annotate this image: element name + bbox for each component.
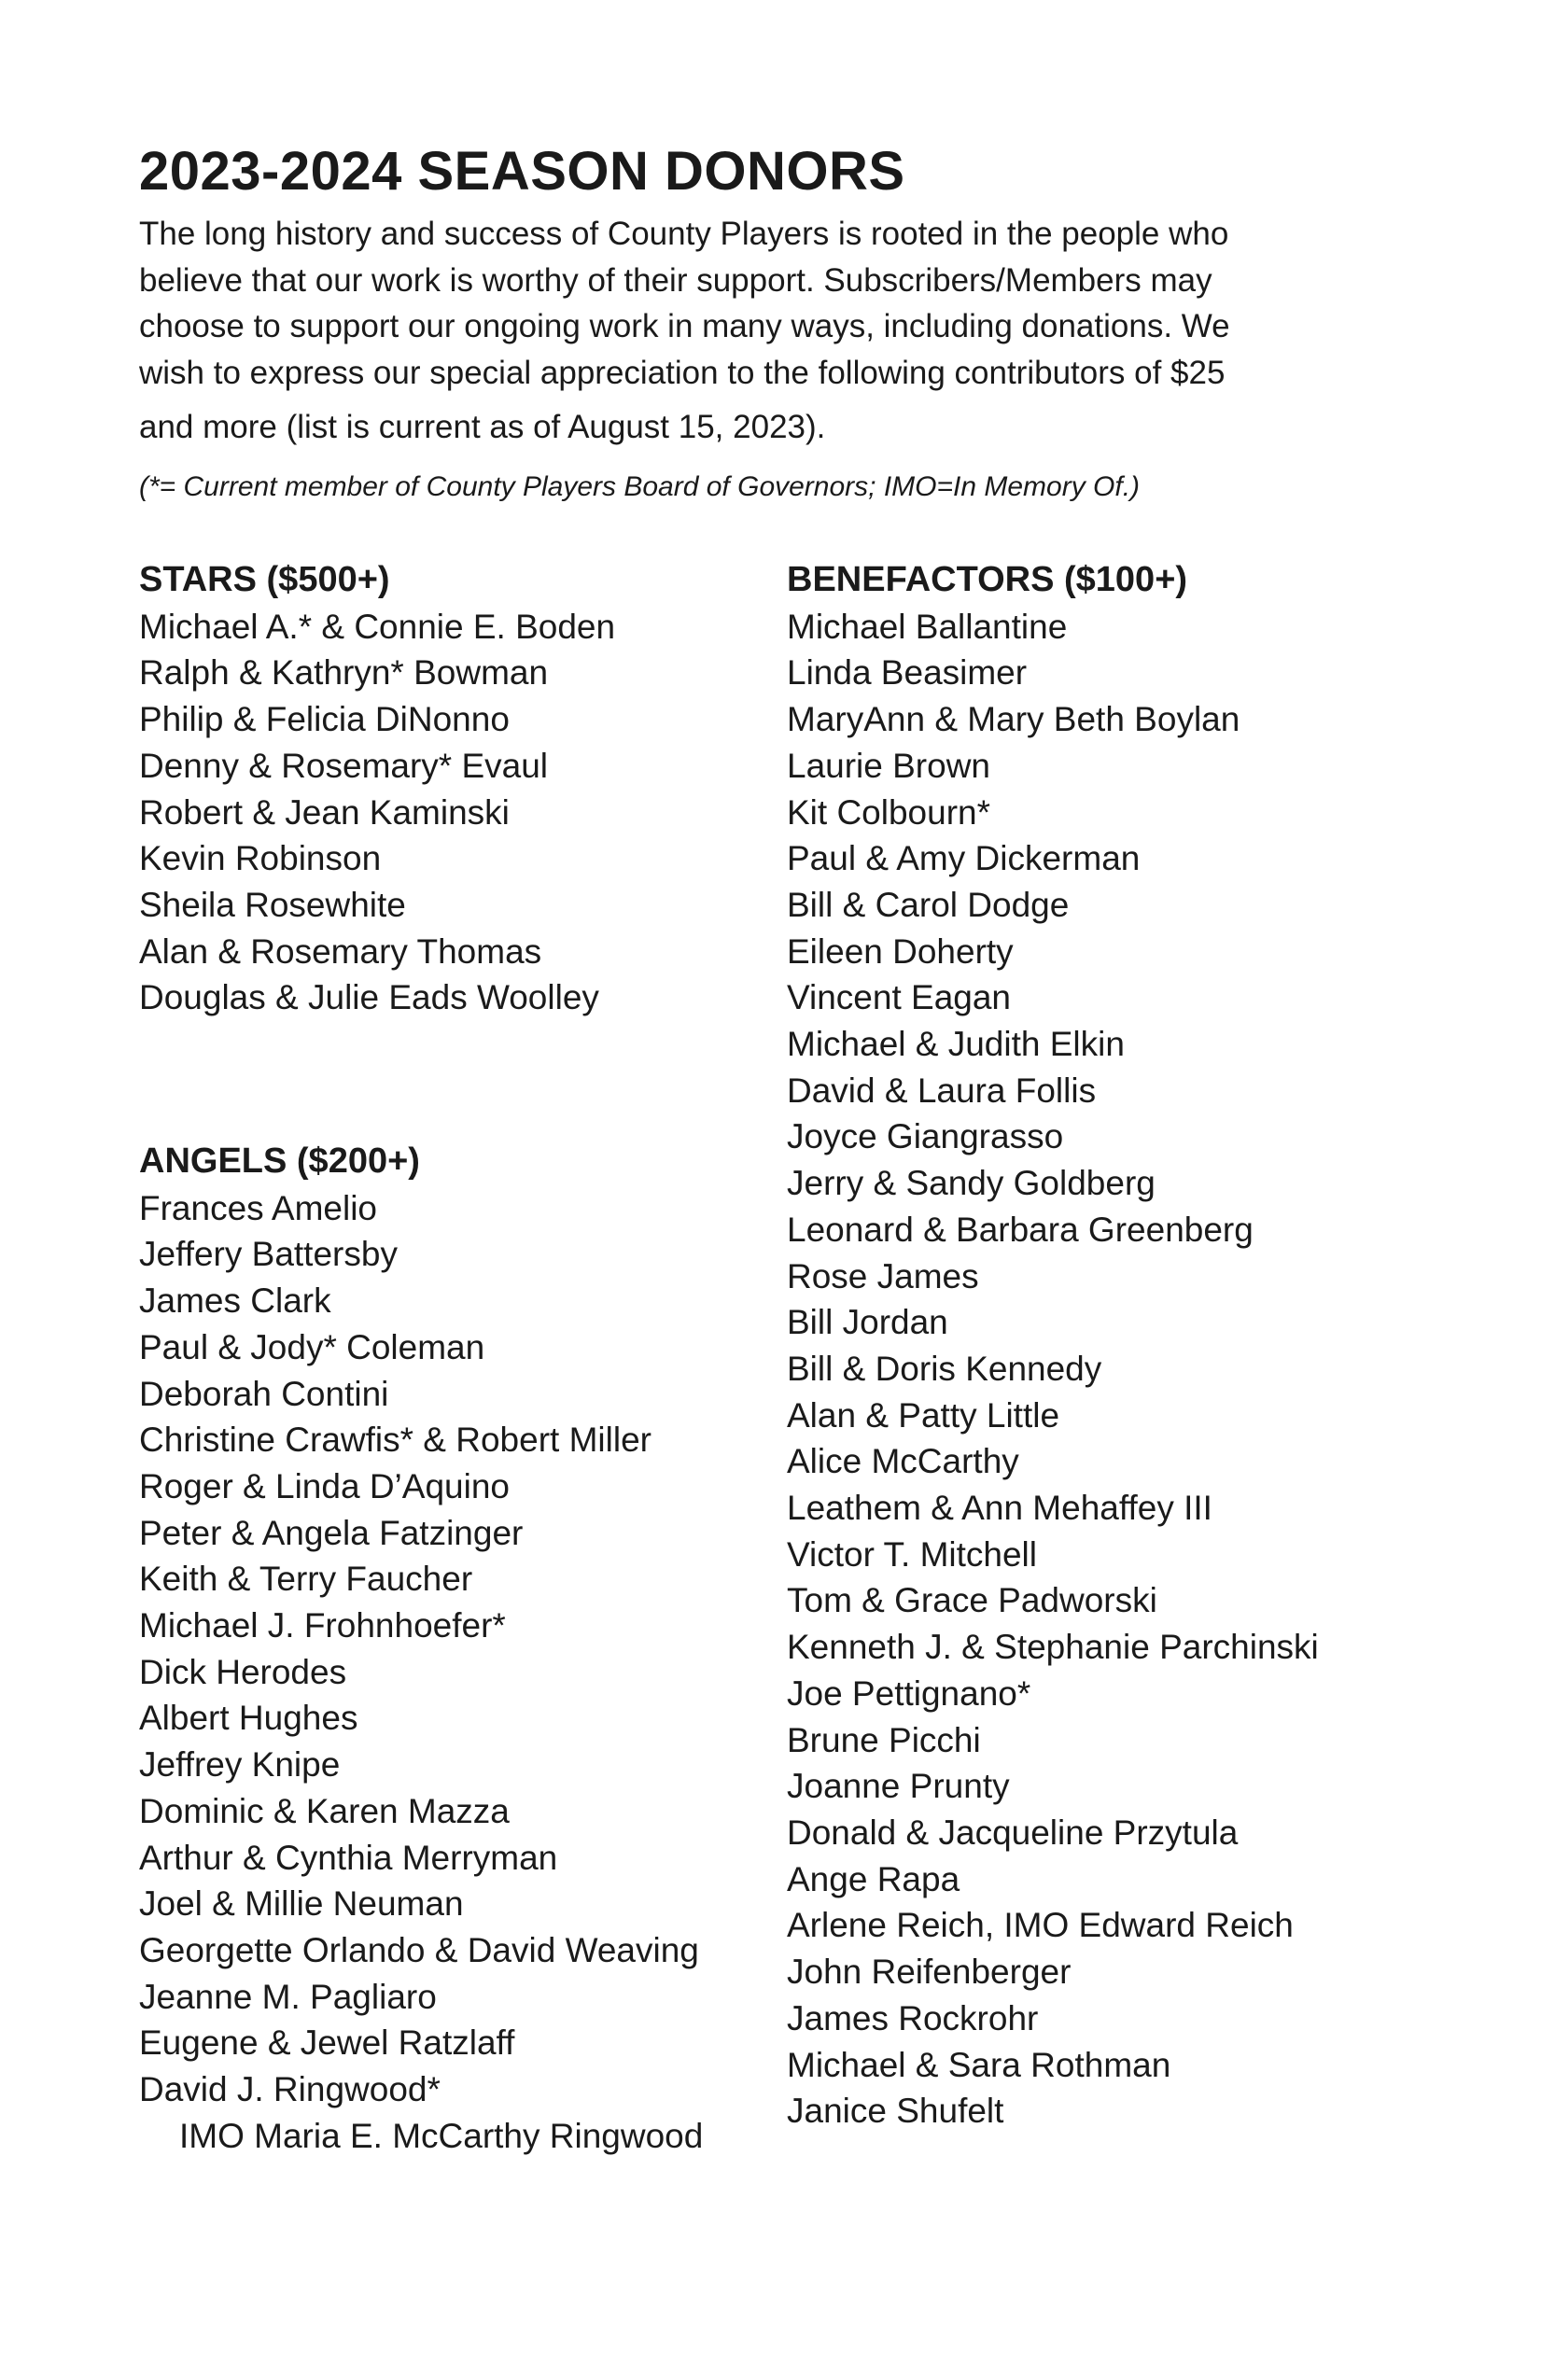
donor-name: Michael A.* & Connie E. Boden: [139, 607, 616, 646]
donor-name: Sheila Rosewhite: [139, 885, 406, 924]
donor-name: Janice Shufelt: [787, 2092, 1004, 2131]
donor-name: Joanne Prunty: [787, 1767, 1010, 1806]
donor-name: Christine Crawfis* & Robert Miller: [139, 1421, 651, 1460]
donor-name: Joel & Millie Neuman: [139, 1884, 464, 1924]
angels-heading: ANGELS ($200+): [139, 1141, 420, 1181]
donor-name: Jeffery Battersby: [139, 1235, 398, 1274]
donor-name: Michael Ballantine: [787, 607, 1068, 646]
donor-name: David J. Ringwood*: [139, 2070, 441, 2109]
intro-line: and more (list is current as of August 15, 2023).: [139, 409, 826, 445]
donor-name: Michael J. Frohnhoefer*: [139, 1606, 506, 1645]
donor-name: Robert & Jean Kaminski: [139, 792, 510, 832]
donor-name: Joyce Giangrasso: [787, 1117, 1064, 1156]
donor-name: Kit Colbourn*: [787, 792, 991, 832]
legend-note: (*= Current member of County Players Board of Governors; IMO=In Memory Of.): [139, 471, 1141, 502]
donor-name: Kevin Robinson: [139, 839, 382, 878]
donor-name: Albert Hughes: [139, 1699, 358, 1738]
donor-name: James Rockrohr: [787, 1998, 1039, 2037]
donor-name: Georgette Orlando & David Weaving: [139, 1930, 699, 1969]
donor-name: Jerry & Sandy Goldberg: [787, 1164, 1156, 1203]
donor-name: Victor T. Mitchell: [787, 1534, 1037, 1574]
benefactors-donor-list: [787, 604, 1459, 2135]
donor-name: Leathem & Ann Mehaffey III: [787, 1489, 1212, 1528]
donor-name: Jeffrey Knipe: [139, 1745, 341, 1785]
donor-name: Bill Jordan: [787, 1303, 948, 1342]
donor-name: Leonard & Barbara Greenberg: [787, 1210, 1254, 1249]
donor-name: Laurie Brown: [787, 746, 991, 785]
donor-name: Eugene & Jewel Ratzlaff: [139, 2023, 515, 2063]
intro-line: believe that our work is worthy of their support. Subscribers/Members may: [139, 261, 1212, 299]
donor-name: Michael & Judith Elkin: [787, 1025, 1125, 1064]
donor-name: Jeanne M. Pagliaro: [139, 1977, 437, 2016]
donor-name: Brune Picchi: [787, 1720, 981, 1759]
donor-name: MaryAnn & Mary Beth Boylan: [787, 700, 1240, 739]
donor-name: IMO Maria E. McCarthy Ringwood: [179, 2116, 704, 2155]
donor-name: Bill & Carol Dodge: [787, 885, 1070, 924]
donor-name: Deborah Contini: [139, 1374, 389, 1413]
donor-name: Alice McCarthy: [787, 1442, 1019, 1481]
donor-name: Keith & Terry Faucher: [139, 1560, 473, 1599]
donor-name: Joe Pettignano*: [787, 1673, 1031, 1713]
intro-paragraph: [139, 211, 1380, 451]
donor-name: Arlene Reich, IMO Edward Reich: [787, 1906, 1294, 1945]
benefactors-heading: BENEFACTORS ($100+): [787, 560, 1188, 599]
angels-section: [139, 1139, 811, 2159]
intro-line: wish to express our special appreciation to the following contributors of $25: [139, 354, 1226, 391]
donor-name: Rose James: [787, 1256, 979, 1295]
donor-name: Linda Beasimer: [787, 653, 1028, 693]
intro-line: The long history and success of County Players is rooted in the people who: [139, 216, 1229, 252]
donor-name: Peter & Angela Fatzinger: [139, 1513, 524, 1552]
donor-name: Tom & Grace Padworski: [787, 1581, 1157, 1620]
donor-name: Kenneth J. & Stephanie Parchinski: [787, 1628, 1319, 1667]
donor-name: Donald & Jacqueline Przytula: [787, 1813, 1239, 1852]
donor-name: David & Laura Follis: [787, 1071, 1097, 1110]
donor-name: Frances Amelio: [139, 1188, 377, 1227]
donor-name: Dominic & Karen Mazza: [139, 1791, 510, 1830]
angels-donor-list: [139, 1185, 811, 2160]
donor-name: Philip & Felicia DiNonno: [139, 700, 510, 739]
donor-name: John Reifenberger: [787, 1953, 1072, 1992]
donor-name: Eileen Doherty: [787, 931, 1014, 971]
stars-heading: STARS ($500+): [139, 560, 390, 599]
donor-name: Bill & Doris Kennedy: [787, 1349, 1102, 1388]
benefactors-section: [787, 557, 1459, 2135]
donor-name: Paul & Jody* Coleman: [139, 1327, 485, 1366]
donor-name: Roger & Linda D’Aquino: [139, 1466, 510, 1505]
donor-name: Alan & Rosemary Thomas: [139, 931, 542, 971]
donor-name: Ange Rapa: [787, 1859, 960, 1898]
donor-name: Ralph & Kathryn* Bowman: [139, 653, 549, 693]
donor-name: Vincent Eagan: [787, 978, 1012, 1017]
donor-name: Alan & Patty Little: [787, 1395, 1060, 1435]
donor-name: Arthur & Cynthia Merryman: [139, 1838, 558, 1877]
donor-name: Denny & Rosemary* Evaul: [139, 746, 549, 785]
intro-line: choose to support our ongoing work in many ways, including donations. We: [139, 308, 1230, 344]
donor-name: James Clark: [139, 1281, 331, 1321]
stars-section: [139, 557, 811, 1021]
donor-name: Michael & Sara Rothman: [787, 2045, 1171, 2084]
page-title: 2023-2024 SEASON DONORS: [139, 141, 905, 202]
donor-name: Dick Herodes: [139, 1652, 347, 1691]
donor-name: Douglas & Julie Eads Woolley: [139, 978, 599, 1017]
stars-donor-list: [139, 604, 811, 1021]
donor-name: Paul & Amy Dickerman: [787, 839, 1141, 878]
